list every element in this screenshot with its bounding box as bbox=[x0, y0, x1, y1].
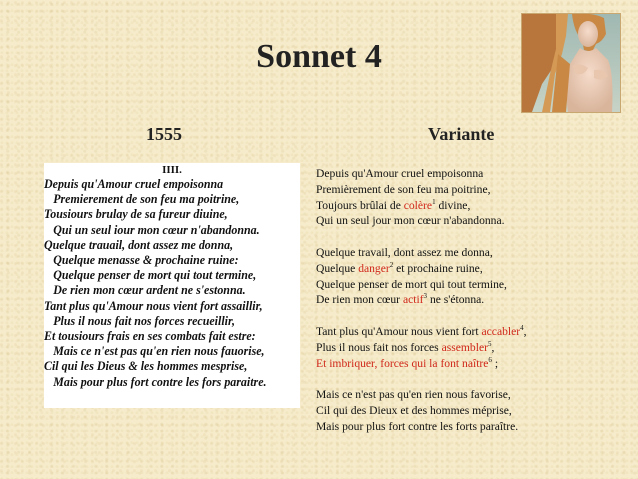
manuscript-line: Qui un seul iour mon cœur n'abandonna. bbox=[53, 221, 260, 237]
line-text: ne s'étonna. bbox=[427, 293, 485, 307]
footnote-marker: 5 bbox=[487, 339, 492, 348]
page-title: Sonnet 4 bbox=[256, 38, 382, 75]
poem-line bbox=[316, 166, 626, 182]
line-text: , bbox=[491, 340, 495, 354]
variant-heading: Variante bbox=[428, 124, 495, 144]
line-text: Tant plus qu'Amour nous vient fort bbox=[316, 324, 482, 338]
poem-line bbox=[316, 403, 626, 419]
manuscript-line: Mais pour plus fort contre les fors paraitre. bbox=[53, 373, 267, 389]
variant-word: Et imbriquer, forces qui la font naître bbox=[316, 356, 489, 370]
stanza bbox=[316, 166, 626, 229]
footnote-marker: 3 bbox=[423, 292, 428, 301]
line-text: Mais ce n'est pas qu'en rien nous favorise, bbox=[316, 388, 511, 402]
manuscript-line: Tant plus qu'Amour nous vient fort assaillir, bbox=[44, 297, 263, 313]
poem-line bbox=[316, 292, 626, 308]
poem-line bbox=[316, 324, 626, 340]
year-heading: 1555 bbox=[146, 124, 182, 144]
stanza bbox=[316, 324, 626, 371]
variant-word: accabler bbox=[481, 324, 521, 338]
variant-word: colère bbox=[403, 198, 433, 212]
line-text: Toujours brûlai de bbox=[316, 198, 404, 212]
line-text: divine, bbox=[435, 198, 471, 212]
line-text: et prochaine ruine, bbox=[393, 261, 483, 275]
poem-line bbox=[316, 213, 626, 229]
line-text: ; bbox=[491, 356, 499, 370]
line-text: Qui un seul jour mon cœur n'abandonna. bbox=[316, 214, 505, 228]
footnote-marker: 4 bbox=[520, 324, 524, 333]
line-text: , bbox=[523, 324, 527, 338]
poem-line bbox=[316, 356, 626, 372]
manuscript-line: Quelque menasse & prochaine ruine: bbox=[53, 252, 239, 268]
poem-line bbox=[316, 198, 626, 214]
venus-painting-thumbnail bbox=[521, 13, 621, 113]
line-text: Premièrement de son feu ma poitrine, bbox=[316, 182, 491, 196]
manuscript-line: Tousiours brulay de sa fureur diuine, bbox=[44, 206, 228, 222]
stanza bbox=[316, 387, 626, 434]
poem-line bbox=[316, 277, 626, 293]
poem-line bbox=[316, 340, 626, 356]
footnote-marker: 6 bbox=[488, 355, 492, 364]
line-text: Cil qui des Dieux et des hommes méprise, bbox=[316, 403, 512, 417]
manuscript-line: Quelque penser de mort qui tout termine, bbox=[53, 267, 257, 283]
stanza bbox=[316, 245, 626, 308]
poem-line bbox=[316, 261, 626, 277]
line-text: Mais pour plus fort contre les forts paraître. bbox=[316, 419, 519, 433]
manuscript-line: Premierement de son feu ma poitrine, bbox=[53, 191, 240, 207]
manuscript-line: Depuis qu'Amour cruel empoisonna bbox=[44, 176, 224, 191]
footnote-marker: 1 bbox=[432, 197, 436, 206]
line-text: Quelque bbox=[316, 261, 359, 275]
manuscript-line: Plus il nous fait nos forces recueillir, bbox=[53, 312, 235, 328]
original-manuscript-scan bbox=[44, 163, 300, 408]
poem-line bbox=[316, 419, 626, 435]
manuscript-line: Et tousiours frais en ses combats fait estre: bbox=[44, 328, 256, 344]
line-text: Quelque travail, dont assez me donna, bbox=[316, 245, 493, 259]
manuscript-line: De rien mon cœur ardent ne s'estonna. bbox=[53, 282, 246, 298]
sonnet-number: IIII. bbox=[162, 164, 182, 176]
poem-line bbox=[316, 182, 626, 198]
venus-image bbox=[522, 14, 620, 112]
line-text: Depuis qu'Amour cruel empoisonna bbox=[316, 167, 484, 180]
line-text: De rien mon cœur bbox=[316, 293, 403, 307]
footnote-marker: 2 bbox=[389, 260, 394, 269]
poem-line bbox=[316, 245, 626, 261]
poem-line bbox=[316, 387, 626, 403]
modern-variant-poem bbox=[316, 166, 626, 435]
manuscript-line: Mais ce n'est pas qu'en rien nous fauorise, bbox=[53, 343, 265, 359]
manuscript-line: Cil qui les Dieus & les hommes mesprise, bbox=[44, 358, 248, 374]
variant-word: danger bbox=[358, 261, 390, 275]
line-text: Plus il nous fait nos forces bbox=[316, 340, 442, 354]
manuscript-line: Quelque trauail, dont assez me donna, bbox=[44, 236, 234, 252]
variant-word: assembler bbox=[441, 340, 488, 354]
line-text: Quelque penser de mort qui tout termine, bbox=[316, 277, 507, 291]
variant-word: actif bbox=[402, 293, 424, 307]
